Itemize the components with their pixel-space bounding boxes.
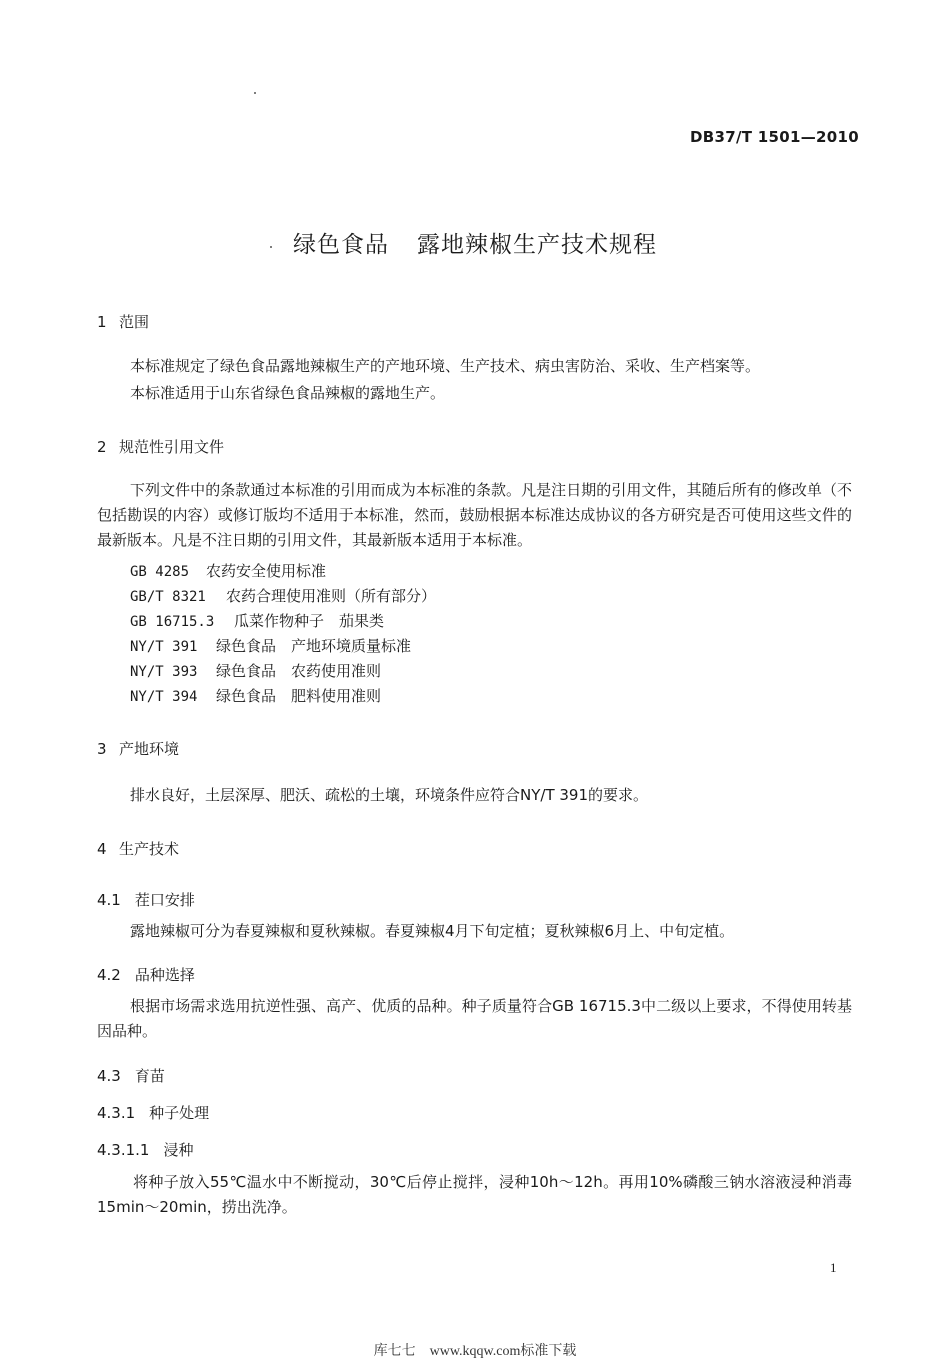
scan-speck [254, 92, 256, 94]
reference-title: 农药安全使用标准 [206, 562, 327, 580]
standard-code: DB37/T 1501—2010 [690, 128, 859, 146]
reference-title: 绿色食品 肥料使用准则 [216, 687, 382, 705]
section-3-heading [97, 738, 179, 759]
reference-item [130, 660, 381, 681]
section-title: 茬口安排 [134, 891, 195, 909]
paragraph: 下列文件中的条款通过本标准的引用而成为本标准的条款。凡是注日期的引用文件，其随后所有的修改单（不包括勘误的内容）或修订版均不适用于本标准，然而，鼓励根据本标准达成协议的各方研究是否可使用这些文件的最新版本。凡是不注日期的引用文件，其最新版本适用于本标准。 [97, 481, 852, 549]
subsection-4-3-1-heading [97, 1102, 209, 1123]
section-title: 生产技术 [119, 840, 180, 858]
reference-title: 农药合理使用准则（所有部分） [226, 587, 437, 605]
reference-code: GB/T 8321 [130, 589, 206, 605]
section-number: 4.1 [97, 891, 121, 909]
paragraph: 将种子放入55℃温水中不断搅动，30℃后停止搅拌，浸种10h～12h。再用10%磷酸三钠水溶液浸种消毒15min～20min，捞出洗净。 [97, 1173, 852, 1216]
section-2-heading [97, 436, 224, 457]
reference-title: 绿色食品 产地环境质量标准 [216, 637, 412, 655]
section-number: 4.2 [97, 966, 121, 984]
paragraph: 本标准规定了绿色食品露地辣椒生产的产地环境、生产技术、病虫害防治、采收、生产档案等。 [130, 357, 761, 375]
reference-item [130, 635, 411, 656]
reference-title: 绿色食品 农药使用准则 [216, 662, 382, 680]
title-part-1: 绿色食品 [293, 232, 389, 258]
section-title: 品种选择 [134, 966, 195, 984]
reference-code: NY/T 391 [130, 639, 198, 655]
section-number: 4.3.1 [97, 1104, 136, 1122]
paragraph: 排水良好，土层深厚、肥沃、疏松的土壤，环境条件应符合NY/T 391的要求。 [130, 786, 649, 804]
reference-code: GB 4285 [130, 564, 190, 580]
paragraph: 本标准适用于山东省绿色食品辣椒的露地生产。 [130, 384, 446, 402]
section-number: 4.3.1.1 [97, 1141, 150, 1159]
section-title: 规范性引用文件 [119, 438, 225, 456]
title-part-2: 露地辣椒生产技术规程 [417, 232, 657, 258]
footer-watermark: 库七七 www.kqqw.com标准下载 [373, 1344, 577, 1359]
reference-item [130, 610, 384, 631]
section-title: 种子处理 [149, 1104, 210, 1122]
paragraph: 露地辣椒可分为春夏辣椒和夏秋辣椒。春夏辣椒4月下旬定植；夏秋辣椒6月上、中旬定植。 [130, 922, 735, 940]
section-number: 2 [97, 438, 107, 456]
paragraph: 根据市场需求选用抗逆性强、高产、优质的品种。种子质量符合GB 16715.3中二级以上要求，不得使用转基因品种。 [97, 997, 852, 1040]
reference-item [130, 560, 326, 581]
section-number: 3 [97, 740, 107, 758]
section-4-heading [97, 838, 179, 859]
section-number: 4.3 [97, 1067, 121, 1085]
section-number: 4 [97, 840, 107, 858]
reference-code: NY/T 393 [130, 664, 198, 680]
section-title: 产地环境 [119, 740, 180, 758]
subsection-4-3-heading [97, 1065, 165, 1086]
section-number: 1 [97, 313, 107, 331]
subsection-4-2-heading [97, 964, 195, 985]
section-title: 范围 [119, 313, 150, 331]
subsection-4-1-heading [97, 889, 195, 910]
reference-title: 瓜菜作物种子 茄果类 [234, 612, 385, 630]
reference-item [130, 585, 436, 606]
reference-item [130, 685, 381, 706]
section-title: 育苗 [134, 1067, 165, 1085]
document-title [0, 226, 950, 259]
section-1-heading [97, 311, 149, 332]
section-title: 浸种 [163, 1141, 194, 1159]
reference-code: NY/T 394 [130, 689, 198, 705]
page-number: 1 [830, 1260, 837, 1275]
subsection-4-3-1-1-heading [97, 1139, 194, 1160]
reference-code: GB 16715.3 [130, 614, 215, 630]
